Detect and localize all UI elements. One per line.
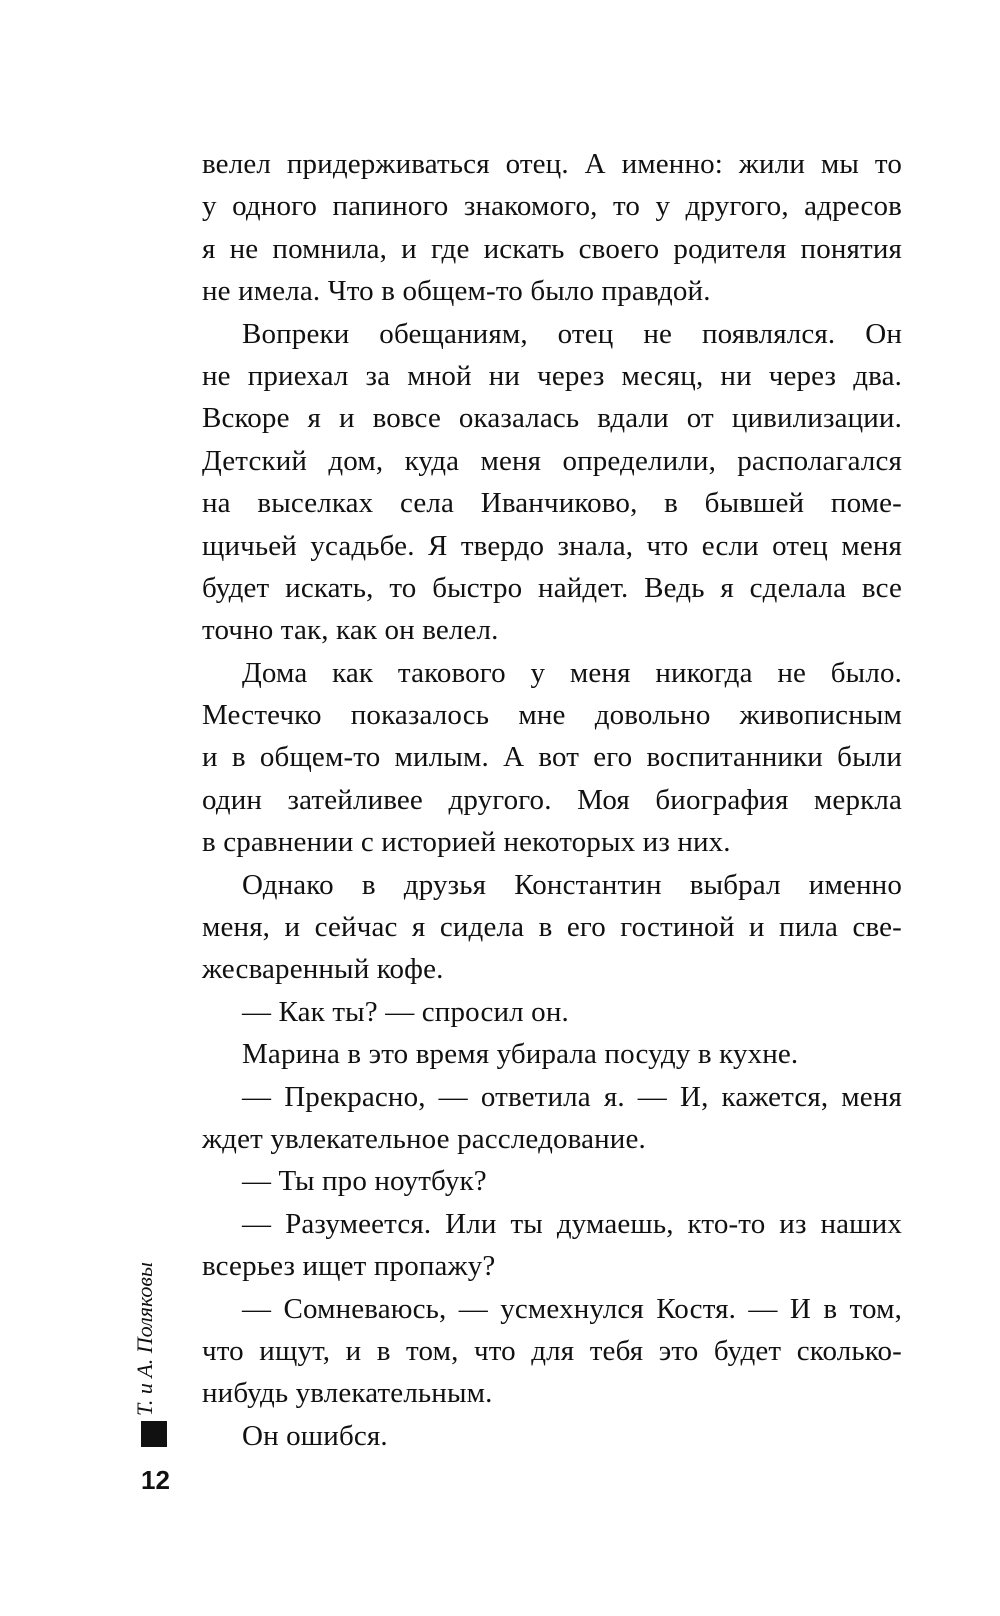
text-line: не имела. Что в общем-то было правдой. (202, 275, 711, 308)
text-line: — Ты про ноутбук? (242, 1165, 487, 1198)
paragraph (202, 652, 902, 864)
text-line: точно так, как он велел. (202, 614, 499, 647)
text-line: не приехал за мной ни через месяц, ни через два. (202, 359, 902, 392)
text-line: жесваренный кофе. (202, 953, 444, 986)
running-head-author: Т. и А. Поляковы (132, 1262, 157, 1416)
text-line: что ищут, и в том, что для тебя это будет сколько- (202, 1334, 902, 1367)
text-line: — Разумеется. Или ты думаешь, кто-то из наших (242, 1207, 902, 1240)
text-line: щичьей усадьбе. Я твердо знала, что если отец меня (202, 529, 902, 562)
text-line: велел придерживаться отец. А именно: жили мы то (202, 148, 902, 180)
paragraph (202, 991, 902, 1033)
text-line: Дома как такового у меня никогда не было. (242, 656, 902, 689)
text-line: Детский дом, куда меня определили, располагался (202, 444, 902, 477)
text-line: Вопреки обещаниям, отец не появлялся. Он (242, 317, 902, 350)
paragraph (202, 1033, 902, 1075)
paragraph (202, 1203, 902, 1288)
text-line: Он ошибся. (242, 1419, 388, 1452)
text-line: всерьез ищет пропажу? (202, 1250, 496, 1283)
body-text (202, 143, 902, 1457)
text-line: — Прекрасно, — ответила я. — И, кажется, меня (242, 1080, 902, 1113)
text-line: Местечко показалось мне довольно живописным (202, 699, 902, 732)
page-number: 12 (141, 1465, 170, 1495)
paragraph (202, 1415, 902, 1457)
text-line: — Сомневаюсь, — усмехнулся Костя. — И в том, (242, 1292, 902, 1325)
text-line: один затейливее другого. Моя биография меркла (202, 783, 902, 816)
text-line: на выселках села Иванчиково, в бывшей поме- (202, 487, 902, 520)
text-line: Вскоре я и вовсе оказалась вдали от цивилизации. (202, 402, 902, 435)
paragraph (202, 143, 902, 313)
text-line: я не помнила, и где искать своего родителя понятия (202, 232, 902, 265)
text-line: будет искать, то быстро найдет. Ведь я сделала все (202, 571, 902, 604)
paragraph (202, 313, 902, 652)
text-line: и в общем-то милым. А вот его воспитанники были (202, 741, 902, 774)
text-line: Марина в это время убирала посуду в кухне. (242, 1038, 799, 1071)
paragraph (202, 1076, 902, 1161)
text-line: в сравнении с историей некоторых из них. (202, 826, 731, 859)
paragraph (202, 1160, 902, 1202)
text-line: меня, и сейчас я сидела в его гостиной и пила све- (202, 911, 902, 944)
text-line: нибудь увлекательным. (202, 1377, 493, 1410)
paragraph (202, 864, 902, 991)
paragraph (202, 1288, 902, 1415)
text-line: у одного папиного знакомого, то у другого, адресов (202, 190, 902, 223)
running-head-marker (141, 1421, 167, 1447)
text-line: Однако в друзья Константин выбрал именно (242, 868, 902, 901)
text-line: — Как ты? — спросил он. (242, 995, 569, 1028)
text-line: ждет увлекательное расследование. (202, 1122, 646, 1155)
